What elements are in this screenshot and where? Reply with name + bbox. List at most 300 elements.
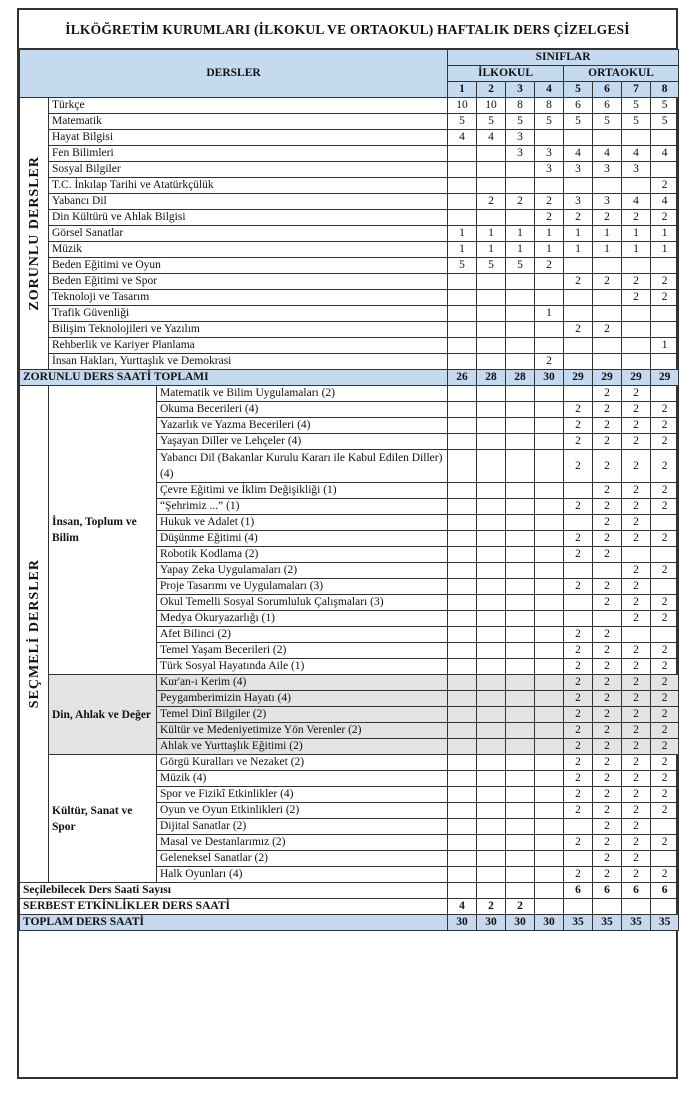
hour-cell: 2 <box>651 835 679 851</box>
hour-cell: 5 <box>593 114 622 130</box>
hour-cell <box>622 258 651 274</box>
hour-cell: 2 <box>593 819 622 835</box>
hour-cell: 2 <box>622 659 651 675</box>
hour-cell <box>506 322 535 338</box>
hour-cell: 2 <box>622 691 651 707</box>
footer-cell: 30 <box>448 915 477 931</box>
hour-cell <box>477 418 506 434</box>
hour-cell: 2 <box>593 210 622 226</box>
hour-cell: 5 <box>477 258 506 274</box>
hour-cell: 2 <box>651 402 679 418</box>
hour-cell: 2 <box>593 322 622 338</box>
hour-cell <box>506 707 535 723</box>
hour-cell: 4 <box>651 194 679 210</box>
hour-cell: 2 <box>564 659 593 675</box>
hour-cell <box>535 386 564 402</box>
hour-cell: 1 <box>622 226 651 242</box>
footer-cell: 2 <box>477 899 506 915</box>
schedule-table <box>19 49 679 931</box>
hour-cell: 2 <box>622 851 651 867</box>
hour-cell <box>448 402 477 418</box>
grade-header: 2 <box>477 82 506 98</box>
grade-header: 4 <box>535 82 564 98</box>
hour-cell: 2 <box>622 867 651 883</box>
hour-cell <box>535 723 564 739</box>
footer-cell: 35 <box>593 915 622 931</box>
hour-cell <box>506 290 535 306</box>
hour-cell <box>477 739 506 755</box>
footer-cell: 30 <box>477 915 506 931</box>
table-row <box>20 370 679 386</box>
zorunlu-total-cell: 29 <box>651 370 679 386</box>
hour-cell: 8 <box>506 98 535 114</box>
hour-cell <box>622 130 651 146</box>
hour-cell <box>477 579 506 595</box>
hour-cell: 3 <box>564 194 593 210</box>
hour-cell <box>448 787 477 803</box>
hour-cell <box>651 579 679 595</box>
hour-cell: 2 <box>651 867 679 883</box>
hour-cell <box>651 162 679 178</box>
hour-cell: 5 <box>535 114 564 130</box>
hour-cell <box>477 595 506 611</box>
hour-cell <box>622 306 651 322</box>
hour-cell: 2 <box>564 450 593 483</box>
course-name: Spor ve Fizikî Etkinlikler (4) <box>157 787 448 803</box>
hour-cell: 2 <box>477 194 506 210</box>
hour-cell: 2 <box>622 803 651 819</box>
hour-cell <box>448 851 477 867</box>
hour-cell <box>477 386 506 402</box>
hour-cell <box>535 611 564 627</box>
hour-cell <box>651 258 679 274</box>
hour-cell <box>535 787 564 803</box>
hour-cell: 2 <box>622 290 651 306</box>
hour-cell <box>477 835 506 851</box>
course-name: T.C. İnkılap Tarihi ve Atatürkçülük <box>49 178 448 194</box>
hour-cell <box>651 819 679 835</box>
hour-cell: 10 <box>477 98 506 114</box>
course-name: Peygamberimizin Hayatı (4) <box>157 691 448 707</box>
hour-cell <box>477 787 506 803</box>
hour-cell: 2 <box>622 386 651 402</box>
footer-cell: 4 <box>448 899 477 915</box>
hour-cell <box>622 178 651 194</box>
hour-cell <box>448 579 477 595</box>
hour-cell: 1 <box>593 226 622 242</box>
course-name: Kur'an-ı Kerim (4) <box>157 675 448 691</box>
course-name: Proje Tasarımı ve Uygulamaları (3) <box>157 579 448 595</box>
hour-cell <box>448 643 477 659</box>
hour-cell <box>622 338 651 354</box>
course-name: Beden Eğitimi ve Oyun <box>49 258 448 274</box>
hour-cell <box>506 691 535 707</box>
hour-cell: 2 <box>651 787 679 803</box>
hour-cell <box>477 338 506 354</box>
hour-cell <box>477 627 506 643</box>
hour-cell <box>535 434 564 450</box>
course-name: Yaşayan Diller ve Lehçeler (4) <box>157 434 448 450</box>
hour-cell: 4 <box>477 130 506 146</box>
footer-cell <box>593 899 622 915</box>
hour-cell: 3 <box>564 162 593 178</box>
hour-cell: 2 <box>564 579 593 595</box>
hour-cell <box>535 418 564 434</box>
footer-cell: 30 <box>506 915 535 931</box>
hour-cell: 2 <box>593 627 622 643</box>
hour-cell <box>506 547 535 563</box>
hour-cell <box>564 290 593 306</box>
hour-cell: 2 <box>564 434 593 450</box>
course-name: Teknoloji ve Tasarım <box>49 290 448 306</box>
hour-cell: 2 <box>651 210 679 226</box>
zorunlu-total-cell: 30 <box>535 370 564 386</box>
hour-cell <box>477 434 506 450</box>
footer-cell: 2 <box>506 899 535 915</box>
footer-cell <box>448 883 477 899</box>
hour-cell: 2 <box>622 450 651 483</box>
hour-cell <box>477 178 506 194</box>
hour-cell <box>535 531 564 547</box>
footer-cell <box>477 883 506 899</box>
hour-cell: 2 <box>593 755 622 771</box>
course-name: Görsel Sanatlar <box>49 226 448 242</box>
hour-cell <box>506 867 535 883</box>
hour-cell <box>535 515 564 531</box>
hour-cell <box>593 611 622 627</box>
hour-cell <box>651 386 679 402</box>
course-name: Görgü Kuralları ve Nezaket (2) <box>157 755 448 771</box>
hour-cell: 2 <box>622 515 651 531</box>
hour-cell <box>448 210 477 226</box>
hour-cell <box>535 691 564 707</box>
footer-cell <box>651 899 679 915</box>
hour-cell: 2 <box>622 274 651 290</box>
hour-cell: 1 <box>651 338 679 354</box>
hour-cell <box>448 354 477 370</box>
hour-cell <box>506 386 535 402</box>
hour-cell: 1 <box>564 242 593 258</box>
hour-cell: 2 <box>564 531 593 547</box>
hour-cell <box>506 643 535 659</box>
hour-cell: 5 <box>448 114 477 130</box>
table-row <box>20 915 679 931</box>
footer-cell <box>535 883 564 899</box>
hour-cell <box>448 306 477 322</box>
hour-cell: 5 <box>651 98 679 114</box>
hour-cell: 1 <box>535 242 564 258</box>
hour-cell: 2 <box>622 771 651 787</box>
footer-label: Seçilebilecek Ders Saati Sayısı <box>20 883 448 899</box>
hour-cell <box>506 450 535 483</box>
hour-cell: 2 <box>622 723 651 739</box>
hour-cell <box>506 771 535 787</box>
hour-cell: 3 <box>506 146 535 162</box>
dersler-header: DERSLER <box>20 50 448 98</box>
hour-cell: 2 <box>622 707 651 723</box>
hour-cell <box>448 434 477 450</box>
hour-cell <box>448 499 477 515</box>
footer-cell: 35 <box>564 915 593 931</box>
footer-cell: 30 <box>535 915 564 931</box>
course-name: Müzik <box>49 242 448 258</box>
zorunlu-label-text: ZORUNLU DERSLER <box>26 156 42 311</box>
hour-cell: 5 <box>622 98 651 114</box>
zorunlu-section-label <box>20 98 49 370</box>
hour-cell <box>506 162 535 178</box>
hour-cell <box>593 130 622 146</box>
hour-cell: 2 <box>535 210 564 226</box>
hour-cell <box>477 547 506 563</box>
hour-cell: 2 <box>593 515 622 531</box>
hour-cell <box>564 354 593 370</box>
hour-cell <box>448 819 477 835</box>
hour-cell: 1 <box>506 242 535 258</box>
hour-cell: 2 <box>564 803 593 819</box>
hour-cell: 2 <box>622 418 651 434</box>
hour-cell <box>448 531 477 547</box>
hour-cell <box>448 274 477 290</box>
hour-cell <box>593 178 622 194</box>
hour-cell <box>506 739 535 755</box>
hour-cell: 2 <box>651 483 679 499</box>
hour-cell <box>506 611 535 627</box>
hour-cell <box>477 450 506 483</box>
hour-cell <box>564 130 593 146</box>
course-name: Masal ve Destanlarımız (2) <box>157 835 448 851</box>
hour-cell <box>477 707 506 723</box>
hour-cell <box>506 755 535 771</box>
table-row <box>20 274 679 290</box>
course-name: Türk Sosyal Hayatında Aile (1) <box>157 659 448 675</box>
table-row <box>20 258 679 274</box>
page-title: İLKÖĞRETİM KURUMLARI (İLKOKUL VE ORTAOKUL) HAFTALIK DERS ÇİZELGESİ <box>19 10 676 50</box>
hour-cell: 2 <box>622 755 651 771</box>
hour-cell: 2 <box>564 402 593 418</box>
hour-cell <box>651 306 679 322</box>
hour-cell <box>564 338 593 354</box>
hour-cell <box>593 290 622 306</box>
footer-cell <box>622 899 651 915</box>
hour-cell <box>593 354 622 370</box>
hour-cell <box>448 595 477 611</box>
hour-cell: 2 <box>651 803 679 819</box>
hour-cell: 2 <box>593 739 622 755</box>
course-name: Rehberlik ve Kariyer Planlama <box>49 338 448 354</box>
hour-cell: 2 <box>651 771 679 787</box>
hour-cell: 3 <box>506 130 535 146</box>
hour-cell: 2 <box>564 835 593 851</box>
hour-cell: 3 <box>535 162 564 178</box>
hour-cell <box>448 322 477 338</box>
hour-cell: 2 <box>564 210 593 226</box>
hour-cell <box>506 338 535 354</box>
hour-cell: 2 <box>651 595 679 611</box>
course-name: Trafik Güvenliği <box>49 306 448 322</box>
hour-cell <box>477 819 506 835</box>
footer-cell: 6 <box>593 883 622 899</box>
hour-cell <box>448 739 477 755</box>
table-row <box>20 130 679 146</box>
hour-cell: 2 <box>593 643 622 659</box>
hour-cell <box>448 675 477 691</box>
hour-cell <box>535 771 564 787</box>
hour-cell <box>448 723 477 739</box>
hour-cell <box>448 450 477 483</box>
hour-cell: 1 <box>448 226 477 242</box>
hour-cell <box>535 547 564 563</box>
table-row <box>20 306 679 322</box>
hour-cell: 2 <box>564 418 593 434</box>
course-name: İnsan Hakları, Yurttaşlık ve Demokrasi <box>49 354 448 370</box>
hour-cell: 2 <box>622 835 651 851</box>
hour-cell <box>564 563 593 579</box>
hour-cell <box>651 322 679 338</box>
hour-cell <box>477 499 506 515</box>
table-row <box>20 883 679 899</box>
hour-cell <box>564 178 593 194</box>
hour-cell <box>477 643 506 659</box>
grade-header: 1 <box>448 82 477 98</box>
hour-cell: 6 <box>593 98 622 114</box>
hour-cell <box>448 707 477 723</box>
ortaokul-header: ORTAOKUL <box>564 66 679 82</box>
hour-cell <box>477 563 506 579</box>
zorunlu-total-label: ZORUNLU DERS SAATİ TOPLAMI <box>20 370 448 386</box>
table-row <box>20 338 679 354</box>
hour-cell: 2 <box>651 418 679 434</box>
hour-cell: 2 <box>622 402 651 418</box>
hour-cell: 2 <box>622 787 651 803</box>
hour-cell <box>477 531 506 547</box>
hour-cell: 2 <box>651 707 679 723</box>
zorunlu-total-cell: 28 <box>477 370 506 386</box>
hour-cell: 2 <box>622 675 651 691</box>
hour-cell <box>477 755 506 771</box>
hour-cell <box>506 178 535 194</box>
hour-cell: 2 <box>593 691 622 707</box>
hour-cell <box>506 627 535 643</box>
hour-cell: 1 <box>506 226 535 242</box>
hour-cell <box>477 611 506 627</box>
hour-cell <box>477 402 506 418</box>
hour-cell <box>448 755 477 771</box>
hour-cell: 5 <box>506 258 535 274</box>
hour-cell: 2 <box>564 274 593 290</box>
course-name: Yabancı Dil <box>49 194 448 210</box>
footer-cell: 6 <box>622 883 651 899</box>
hour-cell: 5 <box>477 114 506 130</box>
course-name: Matematik ve Bilim Uygulamaları (2) <box>157 386 448 402</box>
course-name: Geleneksel Sanatlar (2) <box>157 851 448 867</box>
hour-cell: 2 <box>651 675 679 691</box>
hour-cell <box>477 659 506 675</box>
hour-cell: 2 <box>593 787 622 803</box>
hour-cell <box>535 851 564 867</box>
course-name: Hayat Bilgisi <box>49 130 448 146</box>
course-name: Kültür ve Medeniyetimize Yön Verenler (2) <box>157 723 448 739</box>
hour-cell <box>506 483 535 499</box>
zorunlu-total-cell: 29 <box>564 370 593 386</box>
hour-cell <box>535 579 564 595</box>
course-name: Dijital Sanatlar (2) <box>157 819 448 835</box>
hour-cell <box>477 691 506 707</box>
hour-cell: 2 <box>593 803 622 819</box>
secmeli-label-text: SEÇMELİ DERSLER <box>26 559 42 709</box>
hour-cell: 2 <box>651 450 679 483</box>
course-name: Düşünme Eğitimi (4) <box>157 531 448 547</box>
hour-cell: 1 <box>651 226 679 242</box>
hour-cell: 2 <box>506 194 535 210</box>
hour-cell: 2 <box>622 579 651 595</box>
hour-cell <box>448 386 477 402</box>
hour-cell: 2 <box>651 659 679 675</box>
hour-cell <box>535 274 564 290</box>
hour-cell <box>477 803 506 819</box>
hour-cell <box>622 547 651 563</box>
hour-cell: 1 <box>477 226 506 242</box>
hour-cell <box>651 354 679 370</box>
hour-cell <box>448 515 477 531</box>
footer-cell: 35 <box>651 915 679 931</box>
hour-cell: 2 <box>593 386 622 402</box>
hour-cell <box>535 338 564 354</box>
hour-cell: 1 <box>564 226 593 242</box>
hour-cell: 8 <box>535 98 564 114</box>
hour-cell: 4 <box>651 146 679 162</box>
hour-cell <box>651 515 679 531</box>
hour-cell <box>506 803 535 819</box>
hour-cell: 2 <box>564 707 593 723</box>
hour-cell <box>651 547 679 563</box>
hour-cell: 2 <box>564 322 593 338</box>
course-name: Sosyal Bilgiler <box>49 162 448 178</box>
hour-cell: 2 <box>535 354 564 370</box>
hour-cell: 2 <box>593 418 622 434</box>
course-name: Fen Bilimleri <box>49 146 448 162</box>
hour-cell <box>477 851 506 867</box>
hour-cell: 2 <box>593 450 622 483</box>
hour-cell: 10 <box>448 98 477 114</box>
hour-cell <box>448 146 477 162</box>
hour-cell <box>535 643 564 659</box>
hour-cell <box>535 322 564 338</box>
hour-cell: 3 <box>593 162 622 178</box>
course-name: Bilişim Teknolojileri ve Yazılım <box>49 322 448 338</box>
hour-cell: 2 <box>593 402 622 418</box>
hour-cell <box>477 274 506 290</box>
hour-cell <box>477 867 506 883</box>
hour-cell <box>564 483 593 499</box>
footer-cell: 35 <box>622 915 651 931</box>
grade-header: 6 <box>593 82 622 98</box>
hour-cell <box>535 835 564 851</box>
hour-cell: 3 <box>622 162 651 178</box>
hour-cell: 3 <box>535 146 564 162</box>
hour-cell <box>535 402 564 418</box>
hour-cell <box>535 499 564 515</box>
hour-cell: 1 <box>535 306 564 322</box>
footer-cell <box>564 899 593 915</box>
zorunlu-total-cell: 29 <box>622 370 651 386</box>
footer-cell: 6 <box>651 883 679 899</box>
hour-cell: 2 <box>564 771 593 787</box>
grade-header: 3 <box>506 82 535 98</box>
hour-cell: 2 <box>651 563 679 579</box>
course-name: Afet Bilinci (2) <box>157 627 448 643</box>
course-name: Yapay Zeka Uygulamaları (2) <box>157 563 448 579</box>
ilkokul-header: İLKOKUL <box>448 66 564 82</box>
